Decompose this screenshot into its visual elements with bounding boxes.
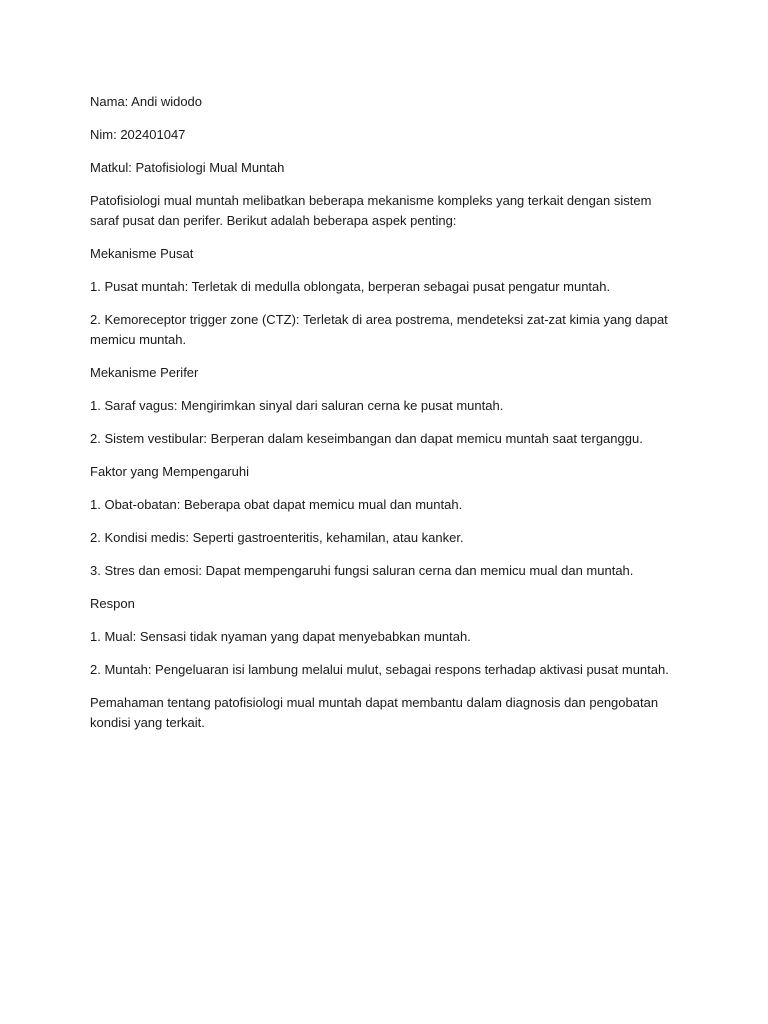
list-item: 2. Kemoreceptor trigger zone (CTZ): Terletak di area postrema, mendeteksi zat-zat kimia yang dapat memicu muntah. [90, 312, 668, 347]
intro-paragraph: Patofisiologi mual muntah melibatkan beberapa mekanisme kompleks yang terkait dengan sistem saraf pusat dan perifer. Berikut adalah beberapa aspek penting: [90, 193, 652, 228]
list-item: 1. Mual: Sensasi tidak nyaman yang dapat menyebabkan muntah. [90, 629, 471, 644]
section-heading-central-mechanism: Mekanisme Pusat [90, 246, 194, 261]
list-item: 1. Pusat muntah: Terletak di medulla oblongata, berperan sebagai pusat pengatur muntah. [90, 279, 611, 294]
list-item: 1. Obat-obatan: Beberapa obat dapat memicu mual dan muntah. [90, 497, 463, 512]
student-name-line: Nama: Andi widodo [90, 94, 203, 109]
conclusion-paragraph: Pemahaman tentang patofisiologi mual muntah dapat membantu dalam diagnosis dan pengobatan kondisi yang terkait. [90, 695, 659, 730]
list-item: 3. Stres dan emosi: Dapat mempengaruhi fungsi saluran cerna dan memicu mual dan muntah. [90, 563, 634, 578]
section-heading-influencing-factors: Faktor yang Mempengaruhi [90, 464, 249, 479]
list-item: 2. Muntah: Pengeluaran isi lambung melalui mulut, sebagai respons terhadap aktivasi pusat muntah. [90, 662, 669, 677]
list-item: 2. Kondisi medis: Seperti gastroenteritis, kehamilan, atau kanker. [90, 530, 464, 545]
student-id-line: Nim: 202401047 [90, 127, 186, 142]
section-heading-response: Respon [90, 596, 135, 611]
list-item: 2. Sistem vestibular: Berperan dalam keseimbangan dan dapat memicu muntah saat terganggu. [90, 431, 643, 446]
list-item: 1. Saraf vagus: Mengirimkan sinyal dari saluran cerna ke pusat muntah. [90, 398, 504, 413]
document-body [90, 92, 680, 746]
course-line: Matkul: Patofisiologi Mual Muntah [90, 160, 285, 175]
section-heading-peripheral-mechanism: Mekanisme Perifer [90, 365, 199, 380]
